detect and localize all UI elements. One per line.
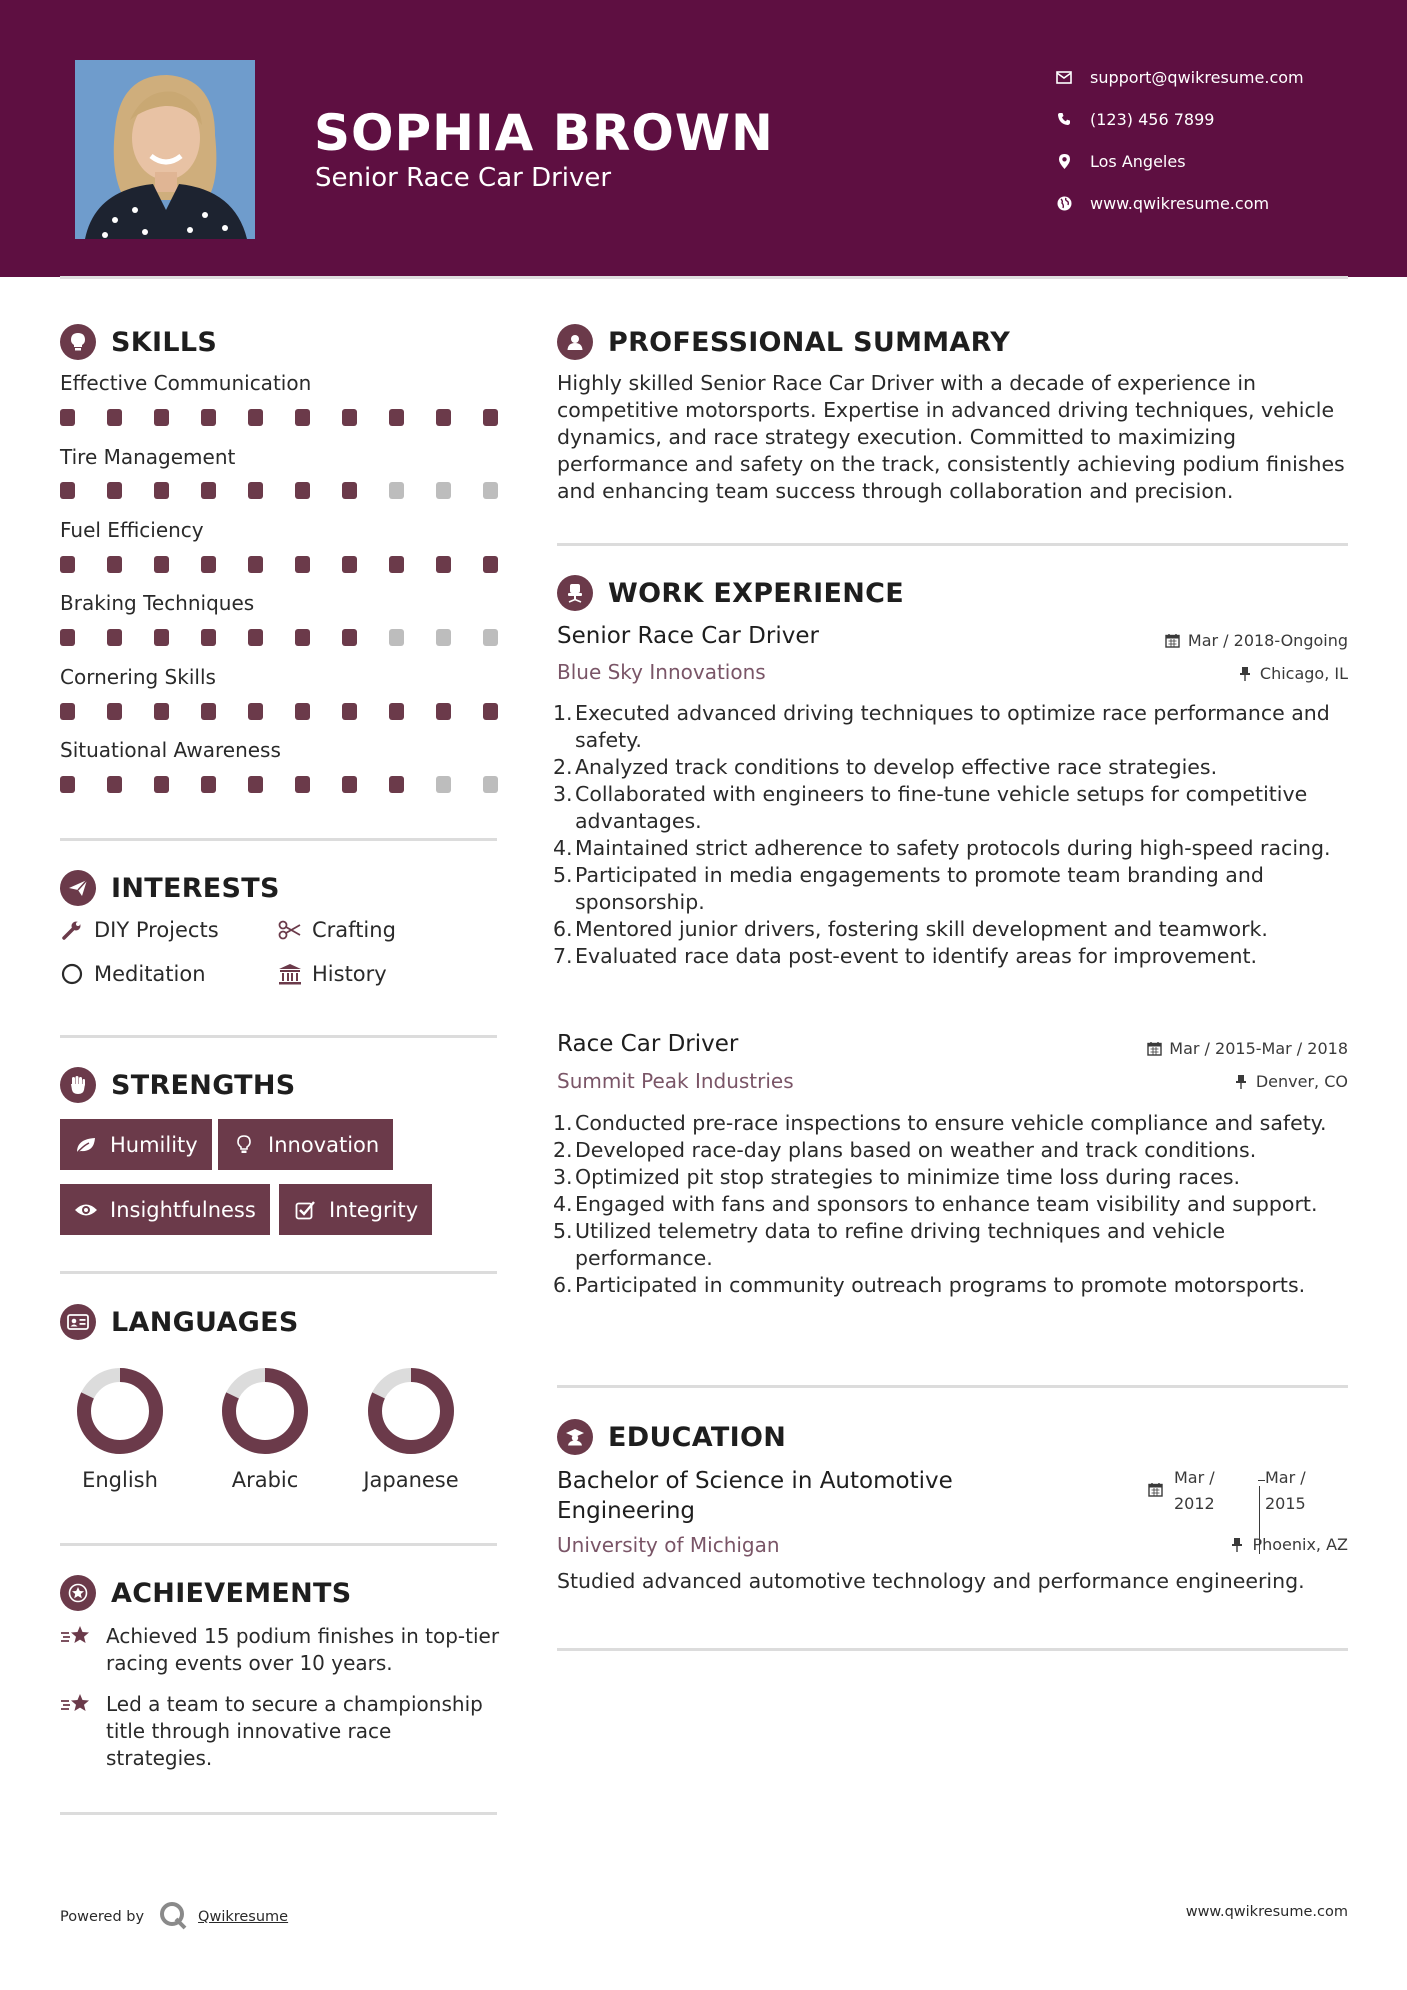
responsibility-text: Developed race-day plans based on weather and track conditions. [575,1138,1257,1162]
responsibility-item [553,700,1343,754]
skill-dot-filled [389,703,404,720]
interest-label: DIY Projects [94,918,219,942]
job-dates-text: Mar / 2015-Mar / 2018 [1169,1039,1348,1058]
strength-chip [60,1119,212,1170]
responsibility-item [553,754,1343,781]
job-location [1237,664,1348,683]
globe-icon [1054,193,1074,213]
language-donut [220,1366,310,1456]
education-end-date [1265,1465,1306,1517]
pushpin-icon [1237,666,1253,682]
bullet-number: 4. [553,1192,573,1216]
education-start-month: Mar / [1174,1468,1215,1487]
skill-dot-empty [483,482,498,499]
responsibility-text: Analyzed track conditions to develop effective race strategies. [575,755,1218,779]
interest-item [278,962,387,986]
summary-title: PROFESSIONAL SUMMARY [608,326,1011,358]
calendar-icon [1146,1041,1162,1057]
contact-phone-text: (123) 456 7899 [1090,109,1215,129]
education-heading [557,1419,786,1455]
skill-dot-filled [248,629,263,646]
skill-name: Situational Awareness [60,738,281,762]
bullet-number: 4. [553,836,573,860]
skill-dot-filled [295,556,310,573]
education-end-month: Mar / [1265,1468,1306,1487]
job-location-text: Denver, CO [1255,1072,1348,1091]
skill-dot-filled [342,776,357,793]
section-divider [60,1035,497,1038]
pushpin-icon [1233,1074,1249,1090]
skill-dot-filled [201,482,216,499]
experience-heading [557,575,904,611]
skill-name: Effective Communication [60,371,312,395]
header-divider [60,276,1348,279]
job-dates-text: Mar / 2018-Ongoing [1187,631,1348,650]
bullet-number: 6. [553,1273,573,1297]
skill-dot-filled [248,776,263,793]
achievement-text: Achieved 15 podium finishes in top-tier racing events over 10 years. [106,1624,500,1675]
skill-dot-filled [483,703,498,720]
section-divider [557,543,1348,546]
skill-dot-filled [107,409,122,426]
responsibility-item [553,1164,1343,1191]
skill-rating [60,556,500,574]
responsibility-text: Participated in media engagements to promote team branding and sponsorship. [575,863,1264,914]
skill-dot-filled [107,556,122,573]
interest-label: Meditation [94,962,206,986]
responsibility-item [553,1191,1343,1218]
skill-rating [60,482,500,500]
id-card-icon [60,1304,96,1340]
contact-location [1054,140,1304,182]
language-name: English [82,1468,158,1492]
job-responsibilities [553,1110,1343,1299]
job-location-text: Chicago, IL [1259,664,1348,683]
skill-dot-filled [342,409,357,426]
language-item [50,1366,190,1492]
skill-dot-filled [295,629,310,646]
job-company: Summit Peak Industries [557,1069,794,1093]
skill-name: Cornering Skills [60,665,216,689]
strength-label: Integrity [329,1197,419,1222]
summary-heading [557,324,1010,360]
contact-list [1054,56,1304,224]
skill-dot-filled [436,556,451,573]
section-divider [60,1271,497,1274]
education-location-text: Phoenix, AZ [1252,1535,1348,1554]
skill-dot-filled [107,629,122,646]
responsibility-item [553,916,1343,943]
strength-chip [60,1184,270,1235]
languages-heading [60,1304,299,1340]
skill-dot-filled [201,556,216,573]
achievements-title: ACHIEVEMENTS [111,1577,352,1609]
skill-dot-filled [483,556,498,573]
strength-chip [279,1184,432,1235]
bullet-number: 1. [553,701,573,725]
experience-title: WORK EXPERIENCE [608,577,904,609]
education-start-date [1174,1465,1215,1517]
responsibility-item [553,1137,1343,1164]
skill-dot-filled [154,629,169,646]
school-name: University of Michigan [557,1533,780,1557]
language-donut [366,1366,456,1456]
summary-text: Highly skilled Senior Race Car Driver with a decade of experience in competitive motorsports. Expertise in advanced driving techniques, vehicle dynamics, and race strategy execution. Committed to maximizing performance and safety on the track, consistently achieving podium finishes and enhancing team success through collaboration and precision. [557,371,1345,503]
skill-dot-empty [389,629,404,646]
responsibility-text: Evaluated race data post-event to identify areas for improvement. [575,944,1258,968]
skill-dot-filled [342,482,357,499]
responsibility-text: Utilized telemetry data to refine driving techniques and vehicle performance. [575,1219,1226,1270]
responsibility-text: Collaborated with engineers to fine-tune vehicle setups for competitive advantages. [575,782,1308,833]
circle-icon [60,962,84,986]
section-divider [557,1648,1348,1651]
skill-rating [60,776,500,794]
star-icon [60,1691,94,1721]
calendar-icon [1148,1482,1163,1501]
language-donut [75,1366,165,1456]
contact-website[interactable] [1054,182,1304,224]
paper-plane-icon [60,870,96,906]
user-icon [557,324,593,360]
language-item [195,1366,335,1492]
bullet-number: 2. [553,1138,573,1162]
scissors-icon [278,918,302,942]
strength-label: Insightfulness [110,1197,256,1222]
skill-dot-filled [436,703,451,720]
skill-dot-filled [342,703,357,720]
section-divider [60,1812,497,1815]
skill-dot-filled [60,776,75,793]
skill-dot-filled [154,703,169,720]
skill-rating [60,629,500,647]
skill-dot-filled [389,409,404,426]
language-name: Japanese [363,1468,459,1492]
date-dash [1258,1480,1265,1481]
skill-dot-filled [107,482,122,499]
skill-dot-filled [154,776,169,793]
skill-dot-filled [154,409,169,426]
responsibility-text: Participated in community outreach programs to promote motorsports. [575,1273,1306,1297]
responsibility-item [553,943,1343,970]
skill-dot-empty [389,482,404,499]
eye-icon [74,1198,98,1222]
skill-dot-empty [436,482,451,499]
check-square-icon [293,1198,317,1222]
bullet-number: 2. [553,755,573,779]
achievements-heading [60,1575,352,1611]
strengths-heading [60,1067,296,1103]
calendar-icon [1165,633,1181,649]
job-title: Race Car Driver [557,1031,739,1057]
bullet-number: 3. [553,1165,573,1189]
skill-dot-filled [295,409,310,426]
map-pin-icon [1054,151,1074,171]
candidate-title: Senior Race Car Driver [315,163,612,193]
skill-dot-filled [201,776,216,793]
skill-dot-filled [342,556,357,573]
fist-icon [60,1067,96,1103]
responsibility-item [553,1272,1343,1299]
responsibility-item [553,862,1343,916]
skill-dot-filled [154,482,169,499]
language-item [341,1366,481,1492]
skill-name: Tire Management [60,445,236,469]
footer-powered-by [60,1900,288,1934]
skill-dot-filled [295,703,310,720]
responsibility-item [553,1110,1343,1137]
bullet-number: 5. [553,863,573,887]
bullet-number: 5. [553,1219,573,1243]
contact-location-text: Los Angeles [1090,151,1186,171]
candidate-name: SOPHIA BROWN [314,104,774,162]
skill-rating [60,703,500,721]
contact-phone[interactable] [1054,98,1304,140]
leaf-icon [74,1133,98,1157]
language-name: Arabic [231,1468,299,1492]
pushpin-icon [1229,1537,1245,1553]
skill-dot-empty [483,629,498,646]
responsibility-text: Maintained strict adherence to safety protocols during high-speed racing. [575,836,1331,860]
skill-dot-filled [295,482,310,499]
bullet-number: 7. [553,944,573,968]
skill-name: Braking Techniques [60,591,255,615]
skill-dot-empty [436,776,451,793]
bank-icon [278,962,302,986]
skill-dot-filled [248,703,263,720]
achievement-text: Led a team to secure a championship title through innovative race strategies. [106,1692,483,1770]
office-chair-icon [557,575,593,611]
skill-dot-filled [60,629,75,646]
skill-dot-empty [436,629,451,646]
bullet-number: 6. [553,917,573,941]
achievement-item [60,1623,500,1677]
skill-dot-filled [60,703,75,720]
bullet-number: 1. [553,1111,573,1135]
skill-dot-filled [60,409,75,426]
education-end-year: 2015 [1265,1494,1306,1513]
strength-label: Humility [110,1132,198,1157]
skill-dot-filled [154,556,169,573]
interests-heading [60,870,280,906]
job-responsibilities [553,700,1343,970]
skill-dot-filled [483,409,498,426]
qwikresume-logo-icon [158,1900,188,1934]
envelope-icon [1054,67,1074,87]
skill-dot-filled [248,482,263,499]
skill-dot-filled [248,409,263,426]
responsibility-text: Executed advanced driving techniques to optimize race performance and safety. [575,701,1330,752]
responsibility-item [553,781,1343,835]
skill-dot-filled [295,776,310,793]
job-location [1233,1072,1348,1091]
star-icon [60,1623,94,1653]
skill-dot-filled [201,409,216,426]
strength-label: Innovation [268,1132,380,1157]
phone-icon [1054,109,1074,129]
education-description: Studied advanced automotive technology and performance engineering. [557,1569,1305,1593]
interest-label: History [312,962,387,986]
skill-dot-filled [248,556,263,573]
contact-email-text: support@qwikresume.com [1090,67,1304,87]
interest-item [60,918,219,942]
profile-photo [75,60,255,239]
bullet-number: 3. [553,782,573,806]
job-title: Senior Race Car Driver [557,623,819,649]
skill-dot-filled [60,482,75,499]
powered-by-text: Powered by [60,1909,145,1925]
job-company: Blue Sky Innovations [557,660,766,684]
section-divider [557,1385,1348,1388]
interest-item [60,962,206,986]
section-divider [60,838,497,841]
education-title: EDUCATION [608,1421,787,1453]
job-dates [1146,1039,1348,1058]
skill-dot-filled [201,629,216,646]
strength-chip [218,1119,393,1170]
footer-website[interactable]: www.qwikresume.com [1185,1904,1348,1920]
interests-title: INTERESTS [111,872,280,904]
interest-label: Crafting [312,918,396,942]
skill-rating [60,409,500,427]
achievement-item [60,1691,500,1772]
star-badge-icon [60,1575,96,1611]
responsibility-text: Engaged with fans and sponsors to enhance team visibility and support. [575,1192,1318,1216]
degree-title: Bachelor of Science in Automotive Engineering [557,1468,953,1524]
qwikresume-link[interactable]: Qwikresume [198,1909,289,1925]
education-start-year: 2012 [1174,1494,1215,1513]
strengths-title: STRENGTHS [111,1069,296,1101]
section-divider [60,1543,497,1546]
job-dates [1165,631,1348,650]
skill-dot-filled [107,703,122,720]
languages-title: LANGUAGES [111,1306,299,1338]
contact-website-text: www.qwikresume.com [1090,193,1270,213]
skill-dot-empty [483,776,498,793]
responsibility-text: Optimized pit stop strategies to minimize time loss during races. [575,1165,1241,1189]
wrench-icon [60,918,84,942]
responsibility-text: Mentored junior drivers, fostering skill development and teamwork. [575,917,1268,941]
responsibility-item [553,835,1343,862]
skill-dot-filled [389,776,404,793]
education-location [1229,1535,1348,1554]
skill-name: Fuel Efficiency [60,518,204,542]
interest-item [278,918,396,942]
skill-dot-filled [342,629,357,646]
responsibility-item [553,1218,1343,1272]
graduate-icon [557,1419,593,1455]
skills-title: SKILLS [111,326,218,358]
skill-dot-filled [107,776,122,793]
skills-heading [60,324,217,360]
lightbulb-icon [232,1133,256,1157]
responsibility-text: Conducted pre-race inspections to ensure vehicle compliance and safety. [575,1111,1327,1135]
lightbulb-icon [60,324,96,360]
contact-email[interactable] [1054,56,1304,98]
skill-dot-filled [60,556,75,573]
skill-dot-filled [436,409,451,426]
skill-dot-filled [389,556,404,573]
skill-dot-filled [201,703,216,720]
